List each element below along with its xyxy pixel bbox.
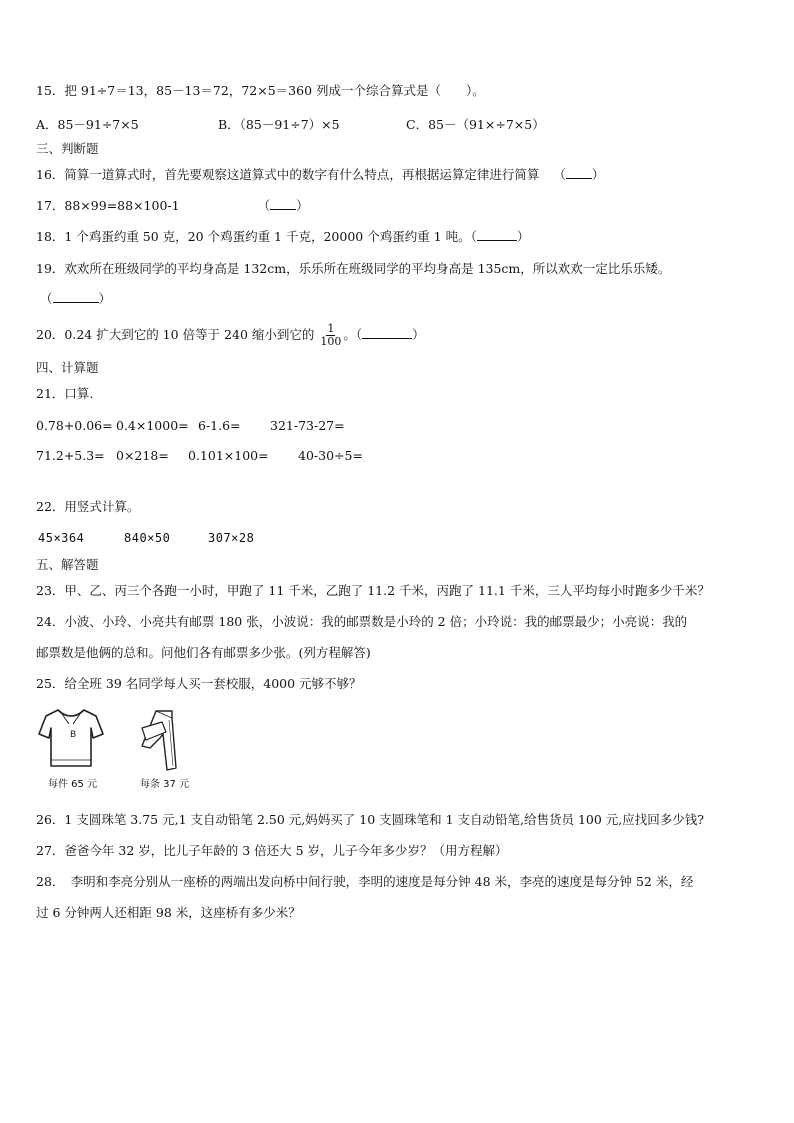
question-28-line-1: 28． 李明和李亮分别从一座桥的两端出发向桥中间行驶，李明的速度是每分钟 48 米，李亮的速度是每分钟 52 米，经: [36, 874, 694, 889]
question-27: 27．爸爸今年 32 岁，比儿子年龄的 3 倍还大 5 岁，儿子今年多少岁？（用方程解）: [36, 843, 508, 858]
q21-r2-c3: 0.101×100=: [188, 448, 269, 463]
q18-paren-left: （: [470, 229, 477, 244]
q16-paren-right: ）: [591, 167, 605, 182]
q22-item-2: 840×50: [124, 531, 171, 545]
question-25: 25．给全班 39 名同学每人买一套校服，4000 元够不够？: [36, 676, 362, 691]
q21-r1-c2: 0.4×1000=: [116, 418, 189, 433]
q16-paren-left: （: [553, 167, 566, 182]
q17-answer-blank: [258, 198, 309, 213]
q17-paren-left: （: [257, 198, 271, 213]
q20-paren-left: （: [355, 327, 363, 342]
q21-r2-c4: 40-30÷5=: [298, 448, 363, 463]
q21-r2-c2: 0×218=: [116, 448, 169, 463]
question-26: 26．1 支圆珠笔 3.75 元,1 支自动铅笔 2.50 元,妈妈买了 10 支圆珠笔和 1 支自动铅笔,给售货员 100 元,应找回多少钱?: [36, 812, 704, 827]
q20-answer-blank: [356, 327, 425, 342]
pants-price-caption: 每条 37 元: [140, 779, 190, 790]
tshirt-image: [36, 704, 106, 774]
q20-text: 20．0.24 扩大到它的 10 倍等于 240 缩小到它的: [36, 327, 315, 342]
question-24-line-2: 邮票数是他俩的总和。问他们各有邮票多少张。(列方程解答): [36, 645, 371, 660]
tshirt-mark: B: [70, 730, 77, 740]
q15-option-a: A．85－91÷7×5: [36, 117, 139, 132]
q19-answer-blank: [40, 291, 111, 307]
question-20: [36, 322, 425, 348]
q20-tail: 。: [343, 327, 356, 342]
q16-answer-blank: [553, 167, 604, 182]
q17-paren-right: ）: [296, 198, 309, 213]
section-3-heading: 三、判断题: [36, 141, 99, 156]
q19-paren-left: （: [40, 291, 53, 306]
q21-r1-c3: 6-1.6=: [198, 418, 241, 433]
question-19: 19．欢欢所在班级同学的平均身高是 132cm，乐乐所在班级同学的平均身高是 135cm，所以欢欢一定比乐乐矮。: [36, 261, 671, 276]
question-17: [36, 198, 309, 214]
question-18: [36, 229, 529, 245]
q18-text: 18．1 个鸡蛋约重 50 克，20 个鸡蛋约重 1 千克，20000 个鸡蛋约重 1 吨。: [36, 229, 471, 244]
q22-item-3: 307×28: [208, 531, 255, 545]
q15-option-c: C．85－（91×÷7×5）: [406, 117, 545, 132]
q18-answer-blank: [471, 229, 530, 244]
pants-image: [136, 708, 182, 774]
tshirt-price-caption: 每件 65 元: [48, 779, 98, 790]
section-5-heading: 五、解答题: [36, 557, 99, 572]
q21-r1-c1: 0.78+0.06=: [36, 418, 113, 433]
q19-paren-right: ）: [98, 291, 112, 306]
q21-r2-c1: 71.2+5.3=: [36, 448, 105, 463]
question-28-line-2: 过 6 分钟两人还相距 98 米，这座桥有多少米？: [36, 905, 301, 920]
question-23: 23．甲、乙、丙三个各跑一小时，甲跑了 11 千米，乙跑了 11.2 千米，丙跑了 11.1 千米，三人平均每小时跑多少千米？: [36, 583, 710, 598]
question-24-line-1: 24．小波、小玲、小亮共有邮票 180 张，小波说：我的邮票数是小玲的 2 倍；小玲说：我的邮票最少；小亮说：我的: [36, 614, 688, 629]
q18-paren-right: ）: [516, 229, 530, 244]
q17-text: 17．88×99=88×100-1: [36, 198, 180, 213]
question-15: 15．把 91÷7＝13，85－13＝72，72×5＝360 列成一个综合算式是（ ）。: [36, 83, 485, 98]
q20-paren-right: ）: [412, 327, 425, 342]
question-22-title: 22．用竖式计算。: [36, 499, 140, 514]
q21-r1-c4: 321-73-27=: [270, 418, 345, 433]
q15-option-b: B．（85－91÷7）×5: [218, 117, 340, 132]
section-4-heading: 四、计算题: [36, 360, 99, 375]
q16-text: 16．简算一道算式时，首先要观察这道算式中的数字有什么特点，再根据运算定律进行简算: [36, 167, 540, 182]
q20-fraction: [320, 323, 341, 348]
q20-fraction-numerator: 1: [327, 322, 335, 335]
q20-fraction-denominator: 100: [320, 335, 342, 348]
question-21-title: 21．口算.: [36, 386, 94, 401]
q22-item-1: 45×364: [38, 531, 85, 545]
question-16: [36, 167, 604, 183]
